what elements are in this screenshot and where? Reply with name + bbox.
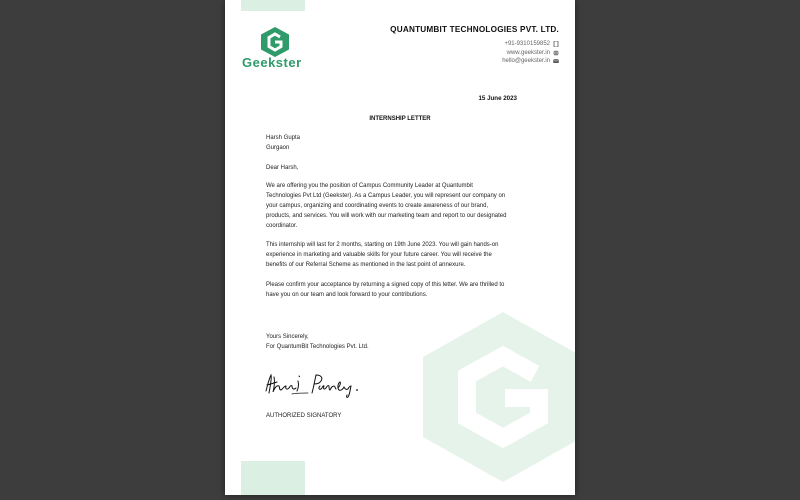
closing-org: For QuantumBit Technologies Pvt. Ltd. <box>266 344 369 350</box>
signatory-label: AUTHORIZED SIGNATORY <box>266 413 342 419</box>
greeting: Dear Harsh, <box>266 165 299 171</box>
handwritten-signature <box>262 369 362 399</box>
letter-title: INTERNSHIP LETTER <box>369 116 431 122</box>
company-name: QUANTUMBIT TECHNOLOGIES PVT. LTD. <box>390 25 559 34</box>
globe-icon <box>553 50 559 56</box>
top-accent-bar <box>241 0 305 11</box>
watermark-logo-icon <box>423 312 575 482</box>
contact-website: www.geekster.in <box>507 50 559 56</box>
mail-icon <box>553 58 559 64</box>
contact-email: hello@geekster.in <box>502 58 559 64</box>
letter-page <box>225 0 575 495</box>
contact-phone: +91-9310159852 <box>504 41 559 47</box>
letter-date: 15 June 2023 <box>478 95 517 102</box>
paragraph-duration: This internship will last for 2 months, starting on 19th June 2023. You will gain hands-on experience in marketing and valuable skills for your future career. You will receive the benefits of our Referral Scheme as mentioned in the last point of annexure. <box>266 242 499 268</box>
recipient-city: Gurgaon <box>266 145 290 151</box>
paragraph-confirm: Please confirm your acceptance by returning a signed copy of this letter. We are thrilled to have you on our team and look forward to your contributions. <box>266 282 505 298</box>
geekster-logo-icon <box>261 27 289 57</box>
closing: Yours Sincerely, <box>266 334 309 340</box>
logo-wordmark: Geekster <box>242 55 302 70</box>
recipient-name: Harsh Gupta <box>266 135 301 141</box>
bottom-accent-bar <box>241 461 305 495</box>
phone-icon <box>553 41 559 47</box>
paragraph-offer: We are offering you the position of Campus Community Leader at Quantumbit Technologies Pvt Ltd (Geekster). As a Campus Leader, you will represent our company on your campus, organizing and coordinating events to create awareness of our brand, products, and services. You will work with our marketing team and report to our designated coordinator. <box>266 183 507 229</box>
